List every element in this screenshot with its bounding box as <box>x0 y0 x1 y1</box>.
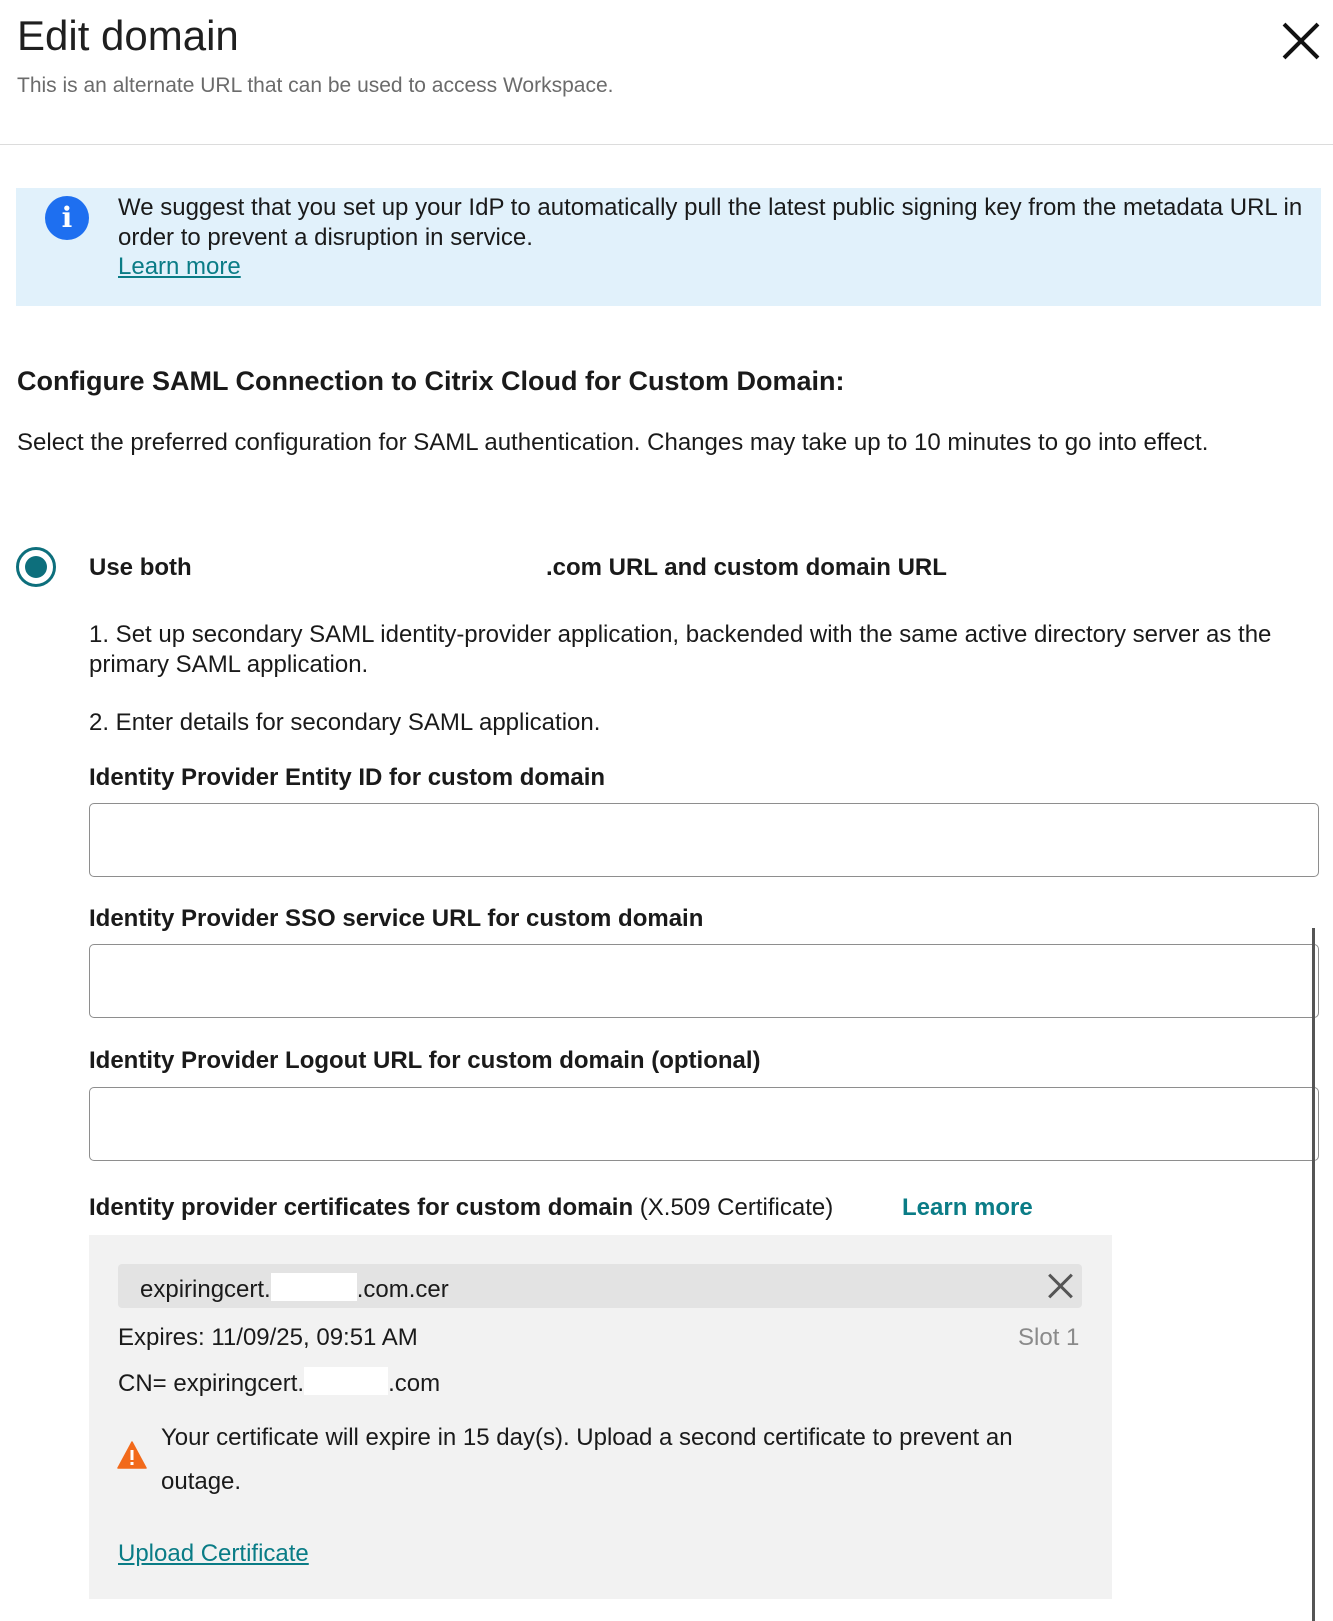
radio-label-end[interactable]: .com URL and custom domain URL <box>546 554 947 581</box>
certificate-cn <box>118 1367 440 1398</box>
file-name-prefix: expiringcert. <box>140 1276 271 1303</box>
step-2-text: 2. Enter details for secondary SAML application. <box>89 709 601 736</box>
redacted-mask <box>271 1273 357 1301</box>
certificates-label <box>89 1194 833 1222</box>
info-banner-text: We suggest that you set up your IdP to automatically pull the latest public signing key from the metadata URL in order to prevent a disruption in service. <box>118 194 1303 251</box>
logout-url-label: Identity Provider Logout URL for custom domain (optional) <box>89 1047 761 1074</box>
use-both-radio[interactable] <box>16 547 56 587</box>
sso-url-label: Identity Provider SSO service URL for custom domain <box>89 905 704 932</box>
section-description: Select the preferred configuration for SAML authentication. Changes may take up to 10 minutes to go into effect. <box>17 429 1209 456</box>
warning-icon <box>117 1441 147 1469</box>
dialog-title: Edit domain <box>17 12 239 59</box>
certificate-warning-text: Your certificate will expire in 15 day(s). Upload a second certificate to prevent an outage. <box>161 1424 1013 1495</box>
entity-id-label: Identity Provider Entity ID for custom domain <box>89 764 606 791</box>
certificates-label-bold: Identity provider certificates for custom domain <box>89 1194 634 1221</box>
info-learn-more-link[interactable]: Learn more <box>118 253 241 280</box>
radio-selected-dot <box>25 556 47 578</box>
cn-prefix: CN= expiringcert. <box>118 1370 305 1397</box>
certificates-learn-more-link[interactable]: Learn more <box>902 1194 1033 1221</box>
certificate-expiry: Expires: 11/09/25, 09:51 AM <box>118 1324 418 1351</box>
info-icon: i <box>45 196 89 240</box>
radio-label-start[interactable]: Use both <box>89 554 192 581</box>
upload-certificate-link[interactable]: Upload Certificate <box>118 1540 309 1567</box>
dialog-subtitle: This is an alternate URL that can be used to access Workspace. <box>17 74 614 97</box>
certificate-file-name <box>140 1273 449 1304</box>
file-name-suffix: .com.cer <box>356 1276 449 1303</box>
dialog-header <box>0 0 1333 145</box>
logout-url-input[interactable] <box>89 1087 1319 1161</box>
step-1-text: 1. Set up secondary SAML identity-provider application, backended with the same active directory server as the primary SAML application. <box>89 621 1272 678</box>
entity-id-input[interactable] <box>89 803 1319 877</box>
close-icon[interactable] <box>1278 18 1324 64</box>
certificate-slot: Slot 1 <box>1018 1324 1080 1351</box>
cn-suffix: .com <box>388 1370 441 1397</box>
certificates-label-suffix: (X.509 Certificate) <box>639 1194 834 1221</box>
sso-url-input[interactable] <box>89 944 1319 1018</box>
remove-certificate-icon[interactable] <box>1045 1270 1077 1302</box>
scrollbar[interactable] <box>1312 928 1315 1621</box>
redacted-mask <box>304 1367 388 1395</box>
section-heading: Configure SAML Connection to Citrix Cloud for Custom Domain: <box>17 366 845 396</box>
